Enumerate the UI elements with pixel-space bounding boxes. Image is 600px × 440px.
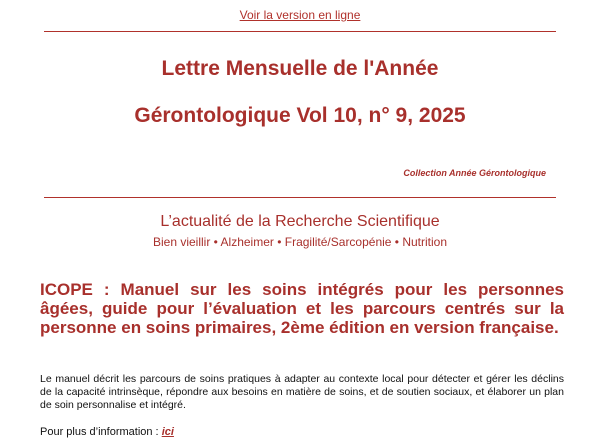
section-divider	[44, 197, 556, 198]
newsletter-title-line2: Gérontologique Vol 10, n° 9, 2025	[134, 104, 466, 127]
view-online-bar	[0, 8, 600, 22]
section-title: L’actualité de la Recherche Scientifique	[160, 213, 440, 230]
collection-label: Collection Année Gérontologique	[403, 168, 546, 178]
more-info-label: Pour plus d’information :	[40, 426, 159, 438]
more-info-link[interactable]: ici	[161, 426, 174, 438]
top-divider	[44, 31, 556, 32]
view-online-link[interactable]: Voir la version en ligne	[239, 8, 361, 22]
article-title[interactable]: ICOPE : Manuel sur les soins intégrés pour les personnes âgées, guide pour l’évaluation et les parcours centrés sur la personne en soins primaires, 2ème édition en version française.	[40, 280, 564, 337]
section-subtitle: Bien vieillir • Alzheimer • Fragilité/Sarcopénie • Nutrition	[152, 235, 448, 249]
article-body: Le manuel décrit les parcours de soins pratiques à adapter au contexte local pour détecter et gérer les déclins de la capacité intrinsèque, répondre aux besoins en matière de soins, et de soutien sociaux, et élaborer un plan de soin personnalise et intégré.	[40, 373, 564, 411]
more-info	[40, 426, 174, 438]
newsletter-title-line1: Lettre Mensuelle de l'Année	[161, 57, 439, 80]
